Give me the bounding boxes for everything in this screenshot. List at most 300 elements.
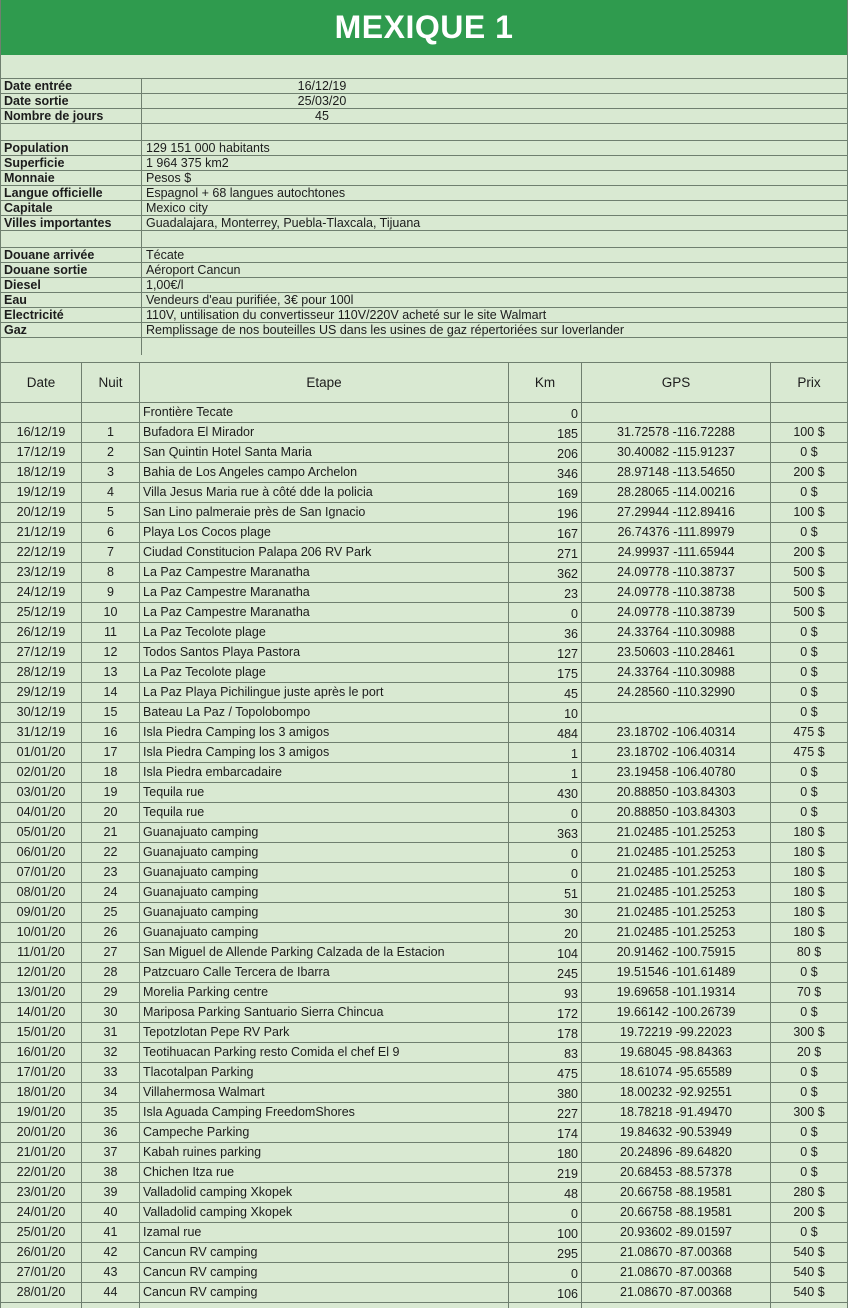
cell-km[interactable]: 175 (509, 663, 582, 683)
cell-date[interactable]: 25/12/19 (1, 603, 82, 623)
cell-date[interactable]: 17/01/20 (1, 1063, 82, 1083)
cell-prix[interactable]: 200 $ (771, 463, 847, 483)
cell-prix[interactable]: 0 $ (771, 443, 847, 463)
cell-prix[interactable]: 0 $ (771, 803, 847, 823)
cell-etape[interactable]: Cancun RV camping (140, 1243, 509, 1263)
cell-gps[interactable]: 23.19458 -106.40780 (582, 763, 771, 783)
cell-km[interactable]: 30 (509, 903, 582, 923)
cell-km[interactable]: 196 (509, 503, 582, 523)
cell-nuit[interactable]: 32 (82, 1043, 140, 1063)
cell-date[interactable]: 18/01/20 (1, 1083, 82, 1103)
info-label[interactable]: Langue officielle (1, 186, 142, 200)
cell-date[interactable]: 16/01/20 (1, 1043, 82, 1063)
cell-km[interactable]: 484 (509, 723, 582, 743)
cell-nuit[interactable]: 38 (82, 1163, 140, 1183)
cell-date[interactable]: 26/12/19 (1, 623, 82, 643)
cell-etape[interactable]: Ciudad Constitucion Palapa 206 RV Park (140, 543, 509, 563)
cell-prix[interactable]: 0 $ (771, 683, 847, 703)
cell-nuit[interactable]: 10 (82, 603, 140, 623)
cell-date[interactable]: 16/12/19 (1, 423, 82, 443)
cell-prix[interactable]: 180 $ (771, 843, 847, 863)
cell-prix[interactable]: 0 $ (771, 623, 847, 643)
cell-date[interactable]: 25/01/20 (1, 1223, 82, 1243)
cell-date[interactable]: 04/01/20 (1, 803, 82, 823)
cell-etape[interactable]: Bateau La Paz / Topolobompo (140, 703, 509, 723)
cell-nuit[interactable]: 19 (82, 783, 140, 803)
cell-gps[interactable]: 20.88850 -103.84303 (582, 783, 771, 803)
cell-gps[interactable]: 19.68045 -98.84363 (582, 1043, 771, 1063)
cell-km[interactable]: 0 (509, 603, 582, 623)
cell-km[interactable]: 48 (509, 1183, 582, 1203)
cell-km[interactable]: 206 (509, 443, 582, 463)
cell-km[interactable]: 219 (509, 1163, 582, 1183)
cell-etape[interactable]: Isla Piedra Camping los 3 amigos (140, 743, 509, 763)
cell-gps[interactable]: 20.66758 -88.19581 (582, 1183, 771, 1203)
empty-cell[interactable] (582, 1303, 771, 1308)
cell-date[interactable]: 27/12/19 (1, 643, 82, 663)
empty-cell[interactable] (1, 1303, 82, 1308)
cell-km[interactable]: 169 (509, 483, 582, 503)
column-header-nuit[interactable]: Nuit (82, 363, 140, 403)
cell-gps[interactable]: 21.02485 -101.25253 (582, 863, 771, 883)
cell-etape[interactable]: Cancun RV camping (140, 1263, 509, 1283)
cell-date[interactable]: 01/01/20 (1, 743, 82, 763)
cell-etape[interactable]: Valladolid camping Xkopek (140, 1203, 509, 1223)
cell-km[interactable]: 127 (509, 643, 582, 663)
cell-gps[interactable]: 21.08670 -87.00368 (582, 1283, 771, 1303)
cell-gps[interactable]: 24.28560 -110.32990 (582, 683, 771, 703)
cell-nuit[interactable]: 36 (82, 1123, 140, 1143)
cell-gps[interactable]: 23.18702 -106.40314 (582, 723, 771, 743)
cell-nuit[interactable]: 20 (82, 803, 140, 823)
cell-etape[interactable]: Villahermosa Walmart (140, 1083, 509, 1103)
cell-etape[interactable]: La Paz Campestre Maranatha (140, 563, 509, 583)
cell-km[interactable]: 346 (509, 463, 582, 483)
cell-etape[interactable]: Tequila rue (140, 803, 509, 823)
cell-gps[interactable]: 21.08670 -87.00368 (582, 1263, 771, 1283)
cell-nuit[interactable]: 39 (82, 1183, 140, 1203)
cell-nuit[interactable]: 30 (82, 1003, 140, 1023)
info-value-cell[interactable] (142, 79, 847, 93)
cell-nuit[interactable]: 27 (82, 943, 140, 963)
info-value-cell[interactable]: Mexico city (146, 201, 208, 215)
cell-etape[interactable]: Morelia Parking centre (140, 983, 509, 1003)
cell-date[interactable]: 24/12/19 (1, 583, 82, 603)
cell-gps[interactable]: 24.09778 -110.38738 (582, 583, 771, 603)
cell-date[interactable]: 23/01/20 (1, 1183, 82, 1203)
cell-km[interactable]: 172 (509, 1003, 582, 1023)
cell-nuit[interactable]: 5 (82, 503, 140, 523)
cell-prix[interactable]: 0 $ (771, 703, 847, 723)
cell-nuit[interactable]: 6 (82, 523, 140, 543)
cell-date[interactable]: 22/12/19 (1, 543, 82, 563)
cell-km[interactable]: 45 (509, 683, 582, 703)
cell-prix[interactable]: 500 $ (771, 583, 847, 603)
info-label[interactable]: Superficie (1, 156, 142, 170)
cell-km[interactable]: 104 (509, 943, 582, 963)
cell-gps[interactable]: 23.18702 -106.40314 (582, 743, 771, 763)
cell-gps[interactable]: 28.28065 -114.00216 (582, 483, 771, 503)
cell-prix[interactable]: 0 $ (771, 1003, 847, 1023)
cell-prix[interactable]: 70 $ (771, 983, 847, 1003)
cell-gps[interactable]: 21.02485 -101.25253 (582, 823, 771, 843)
cell-date[interactable]: 06/01/20 (1, 843, 82, 863)
cell-nuit[interactable]: 11 (82, 623, 140, 643)
cell-gps[interactable]: 31.72578 -116.72288 (582, 423, 771, 443)
info-value-cell[interactable]: Vendeurs d'eau purifiée, 3€ pour 100l (146, 293, 354, 307)
cell-gps[interactable]: 24.99937 -111.65944 (582, 543, 771, 563)
cell-nuit[interactable]: 3 (82, 463, 140, 483)
cell-date[interactable]: 13/01/20 (1, 983, 82, 1003)
empty-cell[interactable] (82, 1303, 140, 1308)
empty-cell[interactable] (140, 1303, 509, 1308)
cell-prix[interactable]: 180 $ (771, 903, 847, 923)
cell-gps[interactable]: 21.02485 -101.25253 (582, 923, 771, 943)
cell-prix[interactable]: 540 $ (771, 1263, 847, 1283)
cell-prix[interactable]: 0 $ (771, 1083, 847, 1103)
cell-gps[interactable]: 19.66142 -100.26739 (582, 1003, 771, 1023)
cell-etape[interactable]: Isla Piedra Camping los 3 amigos (140, 723, 509, 743)
info-label[interactable]: Douane arrivée (1, 248, 142, 262)
cell-date[interactable]: 30/12/19 (1, 703, 82, 723)
cell-gps[interactable]: 24.33764 -110.30988 (582, 663, 771, 683)
cell-prix[interactable]: 0 $ (771, 963, 847, 983)
cell-date[interactable]: 29/12/19 (1, 683, 82, 703)
cell-prix[interactable]: 475 $ (771, 723, 847, 743)
info-value-cell[interactable]: 1,00€/l (146, 278, 184, 292)
cell-nuit[interactable]: 35 (82, 1103, 140, 1123)
cell-etape[interactable]: Campeche Parking (140, 1123, 509, 1143)
cell-km[interactable]: 185 (509, 423, 582, 443)
cell-prix[interactable]: 0 $ (771, 663, 847, 683)
info-value-cell[interactable]: 129 151 000 habitants (146, 141, 270, 155)
cell-prix[interactable]: 180 $ (771, 883, 847, 903)
cell-date[interactable]: 24/01/20 (1, 1203, 82, 1223)
cell-gps[interactable]: 20.93602 -89.01597 (582, 1223, 771, 1243)
cell-nuit[interactable]: 44 (82, 1283, 140, 1303)
cell-prix[interactable]: 0 $ (771, 1143, 847, 1163)
cell-etape[interactable]: La Paz Tecolote plage (140, 623, 509, 643)
cell-etape[interactable]: Bufadora El Mirador (140, 423, 509, 443)
cell-km[interactable]: 174 (509, 1123, 582, 1143)
cell-date[interactable]: 15/01/20 (1, 1023, 82, 1043)
cell-km[interactable]: 245 (509, 963, 582, 983)
cell-nuit[interactable]: 34 (82, 1083, 140, 1103)
cell-etape[interactable]: San Quintin Hotel Santa Maria (140, 443, 509, 463)
cell-etape[interactable]: Guanajuato camping (140, 843, 509, 863)
info-label[interactable]: Villes importantes (1, 216, 142, 230)
cell-date[interactable]: 26/01/20 (1, 1243, 82, 1263)
cell-date[interactable]: 11/01/20 (1, 943, 82, 963)
cell-etape[interactable]: Kabah ruines parking (140, 1143, 509, 1163)
cell-nuit[interactable]: 4 (82, 483, 140, 503)
cell-nuit[interactable]: 15 (82, 703, 140, 723)
cell-date[interactable]: 14/01/20 (1, 1003, 82, 1023)
info-value-cell[interactable]: 110V, untilisation du convertisseur 110V/220V acheté sur le site Walmart (146, 308, 547, 322)
cell-nuit[interactable]: 23 (82, 863, 140, 883)
cell-prix[interactable]: 180 $ (771, 863, 847, 883)
cell-etape[interactable]: Guanajuato camping (140, 883, 509, 903)
cell-km[interactable]: 100 (509, 1223, 582, 1243)
cell-gps[interactable]: 20.91462 -100.75915 (582, 943, 771, 963)
info-value-cell[interactable] (142, 94, 847, 108)
cell-km[interactable]: 362 (509, 563, 582, 583)
cell-km[interactable]: 0 (509, 863, 582, 883)
cell-prix[interactable]: 20 $ (771, 1043, 847, 1063)
cell-prix[interactable]: 100 $ (771, 423, 847, 443)
cell-prix[interactable]: 180 $ (771, 823, 847, 843)
info-label[interactable]: Population (1, 141, 142, 155)
cell-km[interactable]: 51 (509, 883, 582, 903)
cell-km[interactable]: 83 (509, 1043, 582, 1063)
cell-nuit[interactable]: 41 (82, 1223, 140, 1243)
cell-nuit[interactable]: 2 (82, 443, 140, 463)
cell-gps[interactable]: 28.97148 -113.54650 (582, 463, 771, 483)
cell-prix[interactable]: 180 $ (771, 923, 847, 943)
cell-nuit[interactable]: 29 (82, 983, 140, 1003)
cell-date[interactable]: 22/01/20 (1, 1163, 82, 1183)
cell-nuit[interactable]: 18 (82, 763, 140, 783)
cell-km[interactable]: 178 (509, 1023, 582, 1043)
info-label[interactable]: Eau (1, 293, 142, 307)
info-label[interactable]: Nombre de jours (1, 109, 142, 123)
column-header-km[interactable]: Km (509, 363, 582, 403)
info-label[interactable]: Capitale (1, 201, 142, 215)
cell-nuit[interactable]: 37 (82, 1143, 140, 1163)
cell-date[interactable]: 20/01/20 (1, 1123, 82, 1143)
cell-km[interactable]: 227 (509, 1103, 582, 1123)
cell-date[interactable]: 18/12/19 (1, 463, 82, 483)
info-value-cell[interactable]: Aéroport Cancun (146, 263, 241, 277)
cell-prix[interactable]: 200 $ (771, 1203, 847, 1223)
cell-prix[interactable]: 0 $ (771, 1223, 847, 1243)
cell-etape[interactable]: La Paz Campestre Maranatha (140, 603, 509, 623)
cell-km[interactable]: 0 (509, 1203, 582, 1223)
cell-prix[interactable]: 100 $ (771, 503, 847, 523)
cell-etape[interactable]: Isla Piedra embarcadaire (140, 763, 509, 783)
cell-km[interactable]: 0 (509, 843, 582, 863)
cell-etape[interactable]: Patzcuaro Calle Tercera de Ibarra (140, 963, 509, 983)
cell-gps[interactable]: 19.69658 -101.19314 (582, 983, 771, 1003)
info-value-cell[interactable] (142, 109, 847, 123)
cell-prix[interactable]: 0 $ (771, 1163, 847, 1183)
cell-km[interactable]: 0 (509, 403, 582, 423)
info-value-cell[interactable]: Técate (146, 248, 185, 262)
cell-gps[interactable]: 20.88850 -103.84303 (582, 803, 771, 823)
cell-gps[interactable]: 21.02485 -101.25253 (582, 903, 771, 923)
cell-nuit[interactable]: 9 (82, 583, 140, 603)
cell-km[interactable]: 167 (509, 523, 582, 543)
cell-date[interactable]: 28/12/19 (1, 663, 82, 683)
cell-gps[interactable]: 27.29944 -112.89416 (582, 503, 771, 523)
cell-etape[interactable]: Villa Jesus Maria rue à côté dde la policia (140, 483, 509, 503)
cell-prix[interactable]: 500 $ (771, 603, 847, 623)
info-label[interactable]: Date sortie (1, 94, 142, 108)
cell-etape[interactable]: La Paz Campestre Maranatha (140, 583, 509, 603)
cell-etape[interactable]: Todos Santos Playa Pastora (140, 643, 509, 663)
cell-gps[interactable]: 21.02485 -101.25253 (582, 843, 771, 863)
cell-prix[interactable]: 280 $ (771, 1183, 847, 1203)
cell-date[interactable]: 05/01/20 (1, 823, 82, 843)
cell-prix[interactable]: 0 $ (771, 1063, 847, 1083)
cell-gps[interactable]: 24.09778 -110.38737 (582, 563, 771, 583)
cell-prix[interactable]: 0 $ (771, 643, 847, 663)
cell-gps[interactable]: 18.00232 -92.92551 (582, 1083, 771, 1103)
cell-etape[interactable]: Tequila rue (140, 783, 509, 803)
cell-prix[interactable]: 80 $ (771, 943, 847, 963)
cell-date[interactable]: 31/12/19 (1, 723, 82, 743)
cell-etape[interactable]: Bahia de Los Angeles campo Archelon (140, 463, 509, 483)
info-value-cell[interactable]: Espagnol + 68 langues autochtones (146, 186, 346, 200)
cell-km[interactable]: 363 (509, 823, 582, 843)
cell-etape[interactable]: San Lino palmeraie près de San Ignacio (140, 503, 509, 523)
cell-gps[interactable]: 26.74376 -111.89979 (582, 523, 771, 543)
cell-date[interactable]: 21/12/19 (1, 523, 82, 543)
cell-etape[interactable]: Teotihuacan Parking resto Comida el chef El 9 (140, 1043, 509, 1063)
cell-etape[interactable]: Chichen Itza rue (140, 1163, 509, 1183)
cell-nuit[interactable] (82, 403, 140, 423)
cell-nuit[interactable]: 14 (82, 683, 140, 703)
cell-km[interactable]: 106 (509, 1283, 582, 1303)
cell-km[interactable]: 0 (509, 803, 582, 823)
cell-gps[interactable]: 18.78218 -91.49470 (582, 1103, 771, 1123)
cell-gps[interactable]: 19.84632 -90.53949 (582, 1123, 771, 1143)
cell-prix[interactable]: 0 $ (771, 1123, 847, 1143)
cell-nuit[interactable]: 43 (82, 1263, 140, 1283)
cell-etape[interactable]: Tepotzlotan Pepe RV Park (140, 1023, 509, 1043)
cell-date[interactable]: 17/12/19 (1, 443, 82, 463)
cell-prix[interactable]: 500 $ (771, 563, 847, 583)
cell-prix[interactable]: 540 $ (771, 1283, 847, 1303)
cell-etape[interactable]: Guanajuato camping (140, 863, 509, 883)
info-label[interactable]: Gaz (1, 323, 142, 337)
cell-etape[interactable]: Mariposa Parking Santuario Sierra Chincua (140, 1003, 509, 1023)
cell-km[interactable]: 93 (509, 983, 582, 1003)
cell-date[interactable]: 12/01/20 (1, 963, 82, 983)
info-label[interactable]: Monnaie (1, 171, 142, 185)
cell-date[interactable]: 19/12/19 (1, 483, 82, 503)
cell-km[interactable]: 380 (509, 1083, 582, 1103)
cell-nuit[interactable]: 22 (82, 843, 140, 863)
cell-etape[interactable]: La Paz Playa Pichilingue juste après le port (140, 683, 509, 703)
cell-prix[interactable]: 300 $ (771, 1023, 847, 1043)
cell-nuit[interactable]: 1 (82, 423, 140, 443)
cell-date[interactable]: 09/01/20 (1, 903, 82, 923)
cell-date[interactable]: 21/01/20 (1, 1143, 82, 1163)
cell-prix[interactable]: 0 $ (771, 783, 847, 803)
cell-gps[interactable] (582, 403, 771, 423)
cell-nuit[interactable]: 40 (82, 1203, 140, 1223)
cell-nuit[interactable]: 42 (82, 1243, 140, 1263)
cell-nuit[interactable]: 16 (82, 723, 140, 743)
cell-etape[interactable]: San Miguel de Allende Parking Calzada de la Estacion (140, 943, 509, 963)
column-header-prix[interactable]: Prix (771, 363, 847, 403)
cell-km[interactable]: 0 (509, 1263, 582, 1283)
cell-etape[interactable]: Tlacotalpan Parking (140, 1063, 509, 1083)
cell-etape[interactable]: Valladolid camping Xkopek (140, 1183, 509, 1203)
cell-km[interactable]: 475 (509, 1063, 582, 1083)
cell-nuit[interactable]: 13 (82, 663, 140, 683)
cell-date[interactable] (1, 403, 82, 423)
cell-nuit[interactable]: 33 (82, 1063, 140, 1083)
cell-gps[interactable]: 21.08670 -87.00368 (582, 1243, 771, 1263)
info-label[interactable]: Diesel (1, 278, 142, 292)
cell-km[interactable]: 23 (509, 583, 582, 603)
info-value-cell[interactable]: Guadalajara, Monterrey, Puebla-Tlaxcala, Tijuana (146, 216, 421, 230)
info-label[interactable]: Douane sortie (1, 263, 142, 277)
cell-gps[interactable]: 30.40082 -115.91237 (582, 443, 771, 463)
cell-etape[interactable]: Guanajuato camping (140, 823, 509, 843)
cell-date[interactable]: 27/01/20 (1, 1263, 82, 1283)
cell-date[interactable]: 28/01/20 (1, 1283, 82, 1303)
cell-km[interactable]: 271 (509, 543, 582, 563)
cell-etape[interactable]: Isla Aguada Camping FreedomShores (140, 1103, 509, 1123)
cell-gps[interactable] (582, 703, 771, 723)
cell-gps[interactable]: 20.68453 -88.57378 (582, 1163, 771, 1183)
cell-date[interactable]: 19/01/20 (1, 1103, 82, 1123)
cell-nuit[interactable]: 28 (82, 963, 140, 983)
info-value-cell[interactable]: Pesos $ (146, 171, 192, 185)
cell-km[interactable]: 430 (509, 783, 582, 803)
cell-prix[interactable]: 300 $ (771, 1103, 847, 1123)
cell-etape[interactable]: Frontière Tecate (140, 403, 509, 423)
cell-nuit[interactable]: 26 (82, 923, 140, 943)
cell-gps[interactable]: 20.24896 -89.64820 (582, 1143, 771, 1163)
info-label[interactable]: Electricité (1, 308, 142, 322)
cell-prix[interactable]: 0 $ (771, 483, 847, 503)
cell-etape[interactable]: Guanajuato camping (140, 903, 509, 923)
cell-etape[interactable]: Cancun RV camping (140, 1283, 509, 1303)
cell-prix[interactable]: 540 $ (771, 1243, 847, 1263)
cell-gps[interactable]: 19.51546 -101.61489 (582, 963, 771, 983)
cell-km[interactable]: 180 (509, 1143, 582, 1163)
cell-prix[interactable]: 200 $ (771, 543, 847, 563)
cell-date[interactable]: 08/01/20 (1, 883, 82, 903)
cell-date[interactable]: 23/12/19 (1, 563, 82, 583)
cell-etape[interactable]: Izamal rue (140, 1223, 509, 1243)
cell-date[interactable]: 07/01/20 (1, 863, 82, 883)
cell-etape[interactable]: Guanajuato camping (140, 923, 509, 943)
cell-km[interactable]: 1 (509, 743, 582, 763)
cell-prix[interactable] (771, 403, 847, 423)
column-header-etape[interactable]: Etape (140, 363, 509, 403)
cell-prix[interactable]: 0 $ (771, 523, 847, 543)
cell-gps[interactable]: 24.33764 -110.30988 (582, 623, 771, 643)
cell-etape[interactable]: Playa Los Cocos plage (140, 523, 509, 543)
cell-date[interactable]: 20/12/19 (1, 503, 82, 523)
cell-nuit[interactable]: 21 (82, 823, 140, 843)
cell-km[interactable]: 295 (509, 1243, 582, 1263)
cell-prix[interactable]: 475 $ (771, 743, 847, 763)
cell-km[interactable]: 20 (509, 923, 582, 943)
cell-nuit[interactable]: 31 (82, 1023, 140, 1043)
cell-date[interactable]: 03/01/20 (1, 783, 82, 803)
empty-cell[interactable] (771, 1303, 847, 1308)
column-header-gps[interactable]: GPS (582, 363, 771, 403)
cell-gps[interactable]: 24.09778 -110.38739 (582, 603, 771, 623)
column-header-date[interactable]: Date (1, 363, 82, 403)
cell-nuit[interactable]: 8 (82, 563, 140, 583)
info-value-cell[interactable]: 1 964 375 km2 (146, 156, 229, 170)
cell-nuit[interactable]: 12 (82, 643, 140, 663)
cell-km[interactable]: 36 (509, 623, 582, 643)
cell-km[interactable]: 1 (509, 763, 582, 783)
cell-nuit[interactable]: 17 (82, 743, 140, 763)
cell-km[interactable]: 10 (509, 703, 582, 723)
cell-date[interactable]: 10/01/20 (1, 923, 82, 943)
cell-date[interactable]: 02/01/20 (1, 763, 82, 783)
cell-gps[interactable]: 19.72219 -99.22023 (582, 1023, 771, 1043)
